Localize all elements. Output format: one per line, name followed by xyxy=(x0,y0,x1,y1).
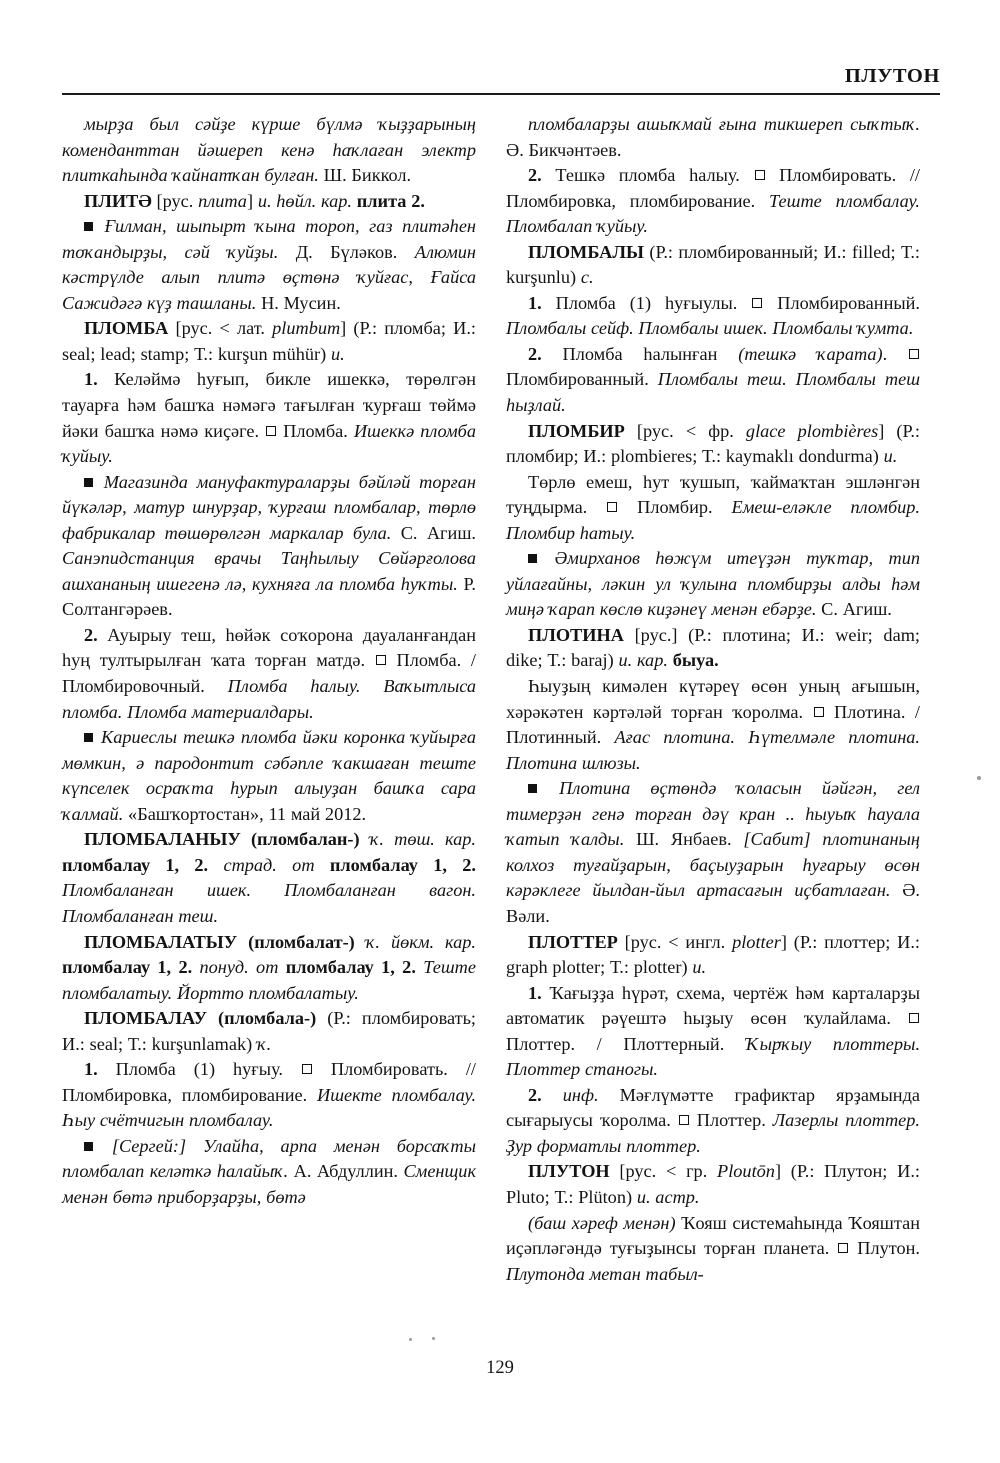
dictionary-paragraph xyxy=(506,163,920,240)
text-run: пломбалау 1, 2. xyxy=(329,854,476,875)
text-run: 2. xyxy=(528,343,542,364)
dictionary-paragraph xyxy=(506,930,920,981)
text-run: пломбалау 1, 2. xyxy=(62,957,193,978)
text-run: Теште пломбалатыу. Йортто пломбалатыу. xyxy=(62,957,476,1003)
right-column xyxy=(506,112,920,1287)
text-run: и. кар. xyxy=(618,650,668,671)
dictionary-paragraph xyxy=(62,316,476,367)
text-run: Сменщик менән бөтә приборҙарҙы, бөтә xyxy=(62,1161,476,1207)
text-run: и. һөйл. кар. xyxy=(257,190,352,211)
text-run: Н. Мусин. xyxy=(256,292,341,313)
text-run: Ш. Янбаев. xyxy=(624,829,744,850)
text-run xyxy=(315,855,330,875)
text-run: ПЛОМБАЛАТЫУ (пломбалат-) xyxy=(84,931,355,952)
text-run: Пломбаланған ишек. Пломбаланған вагон. Пломбаланған теш. xyxy=(62,880,476,926)
text-run: ҡ. xyxy=(256,1033,272,1054)
text-run: 1. xyxy=(84,1059,98,1080)
dictionary-paragraph xyxy=(506,240,920,291)
open-square-marker xyxy=(607,502,617,512)
text-run: Ploutōn xyxy=(717,1161,775,1182)
filled-square-marker xyxy=(84,733,93,742)
text-run: (баш хәреф менән) xyxy=(528,1212,676,1233)
text-run: 2. xyxy=(528,1084,542,1105)
text-run: Ғилман, шыпырт ҡына тороп, газ плитәһен тоҡандырҙы, сәй ҡуйҙы. xyxy=(62,216,476,262)
text-run: А. Абдуллин. xyxy=(288,1161,404,1182)
text-run: ПЛУТОН xyxy=(528,1161,610,1182)
text-run: и. xyxy=(692,957,707,978)
text-run: пломбалау 1, 2. xyxy=(62,854,209,875)
filled-square-marker xyxy=(528,554,537,563)
text-run: Ә. Бикчәнтәев. xyxy=(506,139,622,160)
text-run: 2. xyxy=(528,165,542,186)
text-run: Плотина өҫтөндә ҡоласын йәйгән, гел тимерҙән генә торған дәү кран .. һыуыҡ һауала ҡатып ҡалды. xyxy=(506,778,920,850)
open-square-marker xyxy=(266,426,276,436)
open-square-marker xyxy=(679,1115,689,1125)
dictionary-paragraph xyxy=(506,1083,920,1160)
text-run: и. астр. xyxy=(636,1186,700,1207)
open-square-marker xyxy=(755,170,765,180)
text-run: ПЛОТТЕР xyxy=(528,931,618,952)
text-run: Пломба һалынған xyxy=(541,343,739,364)
dictionary-paragraph xyxy=(506,342,920,419)
text-run: Санэпидстанция врачы Таңһылыу Сөйәрғолова ашхананың ишегенә лә, кухняға ла пломба һуҡты. xyxy=(62,548,476,594)
text-run xyxy=(192,957,199,977)
dictionary-paragraph xyxy=(62,725,476,827)
text-run: Р. Солтангәрәев. xyxy=(62,573,476,620)
text-run: 2. xyxy=(84,624,98,645)
dictionary-paragraph xyxy=(62,1057,476,1134)
dictionary-paragraph xyxy=(62,214,476,316)
filled-square-marker xyxy=(84,478,93,487)
text-run: мырҙа был сәйҙе күрше бүлмә ҡыҙҙарының коменданттан йәшереп кенә һаҡлаған электр плиткаһында ҡайнатҡан булған. xyxy=(62,114,476,186)
text-run: (Р.: пломбированный; И.: filled; Т.: kurşunlu) xyxy=(506,241,920,288)
dictionary-paragraph xyxy=(62,470,476,623)
text-run: [рус. < ингл. xyxy=(617,931,733,952)
text-run: ] (Р.: плоттер; И.: graph plotter; Т.: plotter) xyxy=(506,931,920,978)
text-run: С. Агиш. xyxy=(816,599,892,620)
text-run: с. xyxy=(580,267,594,288)
text-run: Ә. Вәли. xyxy=(506,880,920,926)
filled-square-marker xyxy=(84,222,93,231)
text-run: Әмирханов һөжүм итеүҙән туҡтар, тип уйлағайны, ләкин ул ҡулына пломбирҙы алды һәм миңә ҡарап көслө киҙәнеү менән ебәрҙе. xyxy=(506,548,920,620)
text-run: Ҡырҡыу плоттеры. Плоттер станогы. xyxy=(506,1033,921,1080)
text-run: [рус. < лат. xyxy=(168,318,273,339)
text-run: ] (Р.: пломбир; И.: plombieres; Т.: kaymaklı dondurma) xyxy=(506,420,921,467)
dictionary-paragraph xyxy=(62,367,476,469)
filled-square-marker xyxy=(528,784,537,793)
dictionary-paragraph xyxy=(506,1211,920,1288)
scan-speck xyxy=(977,776,981,780)
text-run: Пломбированный. xyxy=(506,369,658,390)
text-run: [Сабит] плотинаның колхоз туғайҙарын, баҫыуҙарын һуғарыу өсөн кәрәклеге йылдан-йыл артасағын иҫбатлаған. xyxy=(506,829,920,901)
scan-speck xyxy=(409,1338,412,1341)
text-run: Ҡояш системаһында Ҡояштан иҫәпләгәндә туғыҙынсы торған планета. xyxy=(506,1212,920,1259)
text-run: ПЛОМБА xyxy=(84,318,169,339)
text-run: быуа. xyxy=(672,650,719,671)
text-run: . xyxy=(882,343,908,364)
text-run: ҡ. төш. кар. xyxy=(369,829,476,850)
text-run: ПЛОМБАЛЫ xyxy=(528,241,644,262)
text-run: «Башҡортостан», 11 май 2012. xyxy=(123,803,367,824)
text-run: Ҡағыҙҙа һүрәт, схема, чертёж һәм карталарҙы автоматик рәүештә һыҙыу өсөн ҡулайлама. xyxy=(506,982,920,1029)
dictionary-paragraph xyxy=(506,981,920,1083)
dictionary-paragraph xyxy=(62,827,476,929)
text-run: Пломба. xyxy=(277,420,354,441)
text-run xyxy=(542,1085,563,1105)
text-run: Пломбировать. // Пломбировка, пломбирование. xyxy=(62,1059,476,1105)
dictionary-paragraph xyxy=(506,1159,920,1210)
text-run: ] (Р.: Плутон; И.: Pluto; Т.: Plüton) xyxy=(506,1161,920,1207)
text-run: ПЛОМБИР xyxy=(528,420,625,441)
text-run: Ш. Биккол. xyxy=(318,165,412,186)
dictionary-paragraph xyxy=(506,291,920,342)
text-run: Пломбировать. // Пломбировка, пломбирование. xyxy=(506,165,921,211)
text-run: Пломба һалыу. Ваҡытлыса пломба. Пломба материалдары. xyxy=(62,676,476,722)
text-run: Ишекте пломбалау. Һыу счётчигын пломбалау. xyxy=(62,1084,477,1131)
text-run xyxy=(355,932,366,952)
text-run: [рус. xyxy=(151,190,199,211)
text-run: [Сергей:] Улайһа, арпа менән борсаҡты пломбалап келәткә һалайыҡ. xyxy=(62,1135,476,1182)
dictionary-paragraph xyxy=(62,623,476,725)
text-run: Пломбалы сейф. Пломбалы ишек. Пломбалы ҡумта. xyxy=(506,318,914,339)
dictionary-paragraph xyxy=(506,674,920,776)
filled-square-marker xyxy=(84,1142,93,1151)
text-run: plotter xyxy=(732,931,781,952)
left-column xyxy=(62,112,476,1211)
dictionary-paragraph xyxy=(506,623,920,674)
text-run xyxy=(278,957,285,977)
text-run: ] (Р.: пломба; И.: seal; lead; stamp; Т.: kurşun mühür) xyxy=(62,318,476,364)
text-run: Мәғлүмәтте графиктар ярҙамында сығарыусы ҡоролма. xyxy=(506,1084,920,1131)
open-square-marker xyxy=(752,298,762,308)
text-run: ] xyxy=(246,190,258,211)
text-run: Плоттер. / Плоттерный. xyxy=(506,1033,746,1054)
text-run: С. Агиш. xyxy=(391,522,476,543)
text-run: Пломба. / Пломбировочный. xyxy=(62,650,476,697)
text-run: Пломбалы теш. Пломбалы теш һыҙлай. xyxy=(506,369,920,416)
text-run: Пломбированный. xyxy=(763,292,921,313)
dictionary-paragraph xyxy=(62,1134,476,1211)
open-square-marker xyxy=(838,1243,848,1253)
text-run: Һыуҙың кимәлен күтәреү өсөн уның ағышын, хәрәкәтен кәртәләй торған ҡоролма. xyxy=(506,676,920,722)
text-run: (тешкә ҡарата) xyxy=(738,343,883,364)
dictionary-paragraph xyxy=(506,776,920,929)
dictionary-paragraph xyxy=(506,112,920,163)
text-run: Теште пломбалау. Пломбалап ҡуйыу. xyxy=(506,190,921,237)
text-run: Емеш-еләкле пломбир. Пломбир һатыу. xyxy=(506,497,920,543)
dictionary-paragraph xyxy=(62,930,476,1007)
text-run: плита 2. xyxy=(356,190,425,211)
text-run: пломбаларҙы ашыҡмай ғына тикшереп сыҡтыҡ. xyxy=(528,114,920,134)
text-columns xyxy=(62,112,940,1287)
running-head-text: ПЛУТОН xyxy=(844,64,940,87)
text-run: Плоттер. xyxy=(689,1110,773,1131)
text-run: ПЛОМБАЛАНЫУ (пломбалан-) xyxy=(84,829,360,850)
text-run xyxy=(208,855,223,875)
text-run: (Р.: пломбировать; И.: seal; Т.: kurşunlamak) xyxy=(62,1008,477,1054)
text-run: Ауырыу теш, һөйәк соҡорона дауаланғандан һуң тултырылған ҡата торған матдә. xyxy=(62,624,476,671)
text-run: инф. xyxy=(562,1084,599,1105)
text-run: Кариеслы тешкә пломба йәки коронка ҡуйырға мөмкин, ә пародонтит сәбәпле ҡакшаған теште күпселек осраҡта һурып алыуҙан башҡа сара ҡалмай. xyxy=(62,727,476,824)
header-rule xyxy=(62,93,940,95)
text-run: plumbum xyxy=(272,318,341,339)
text-run xyxy=(360,829,370,849)
text-run: 1. xyxy=(528,292,542,313)
text-run: Плотина. / Плотинный. xyxy=(506,701,920,748)
text-run: Келәймә һуғып, бикле ишеккә, төрөлгән тауарға һәм башҡа нәмәгә тағылған ҡурғаш төймә йәки башҡа нәмә киҫәге. xyxy=(62,369,476,441)
open-square-marker xyxy=(302,1064,312,1074)
dictionary-paragraph xyxy=(62,1006,476,1057)
text-run: 1. xyxy=(528,982,542,1003)
text-run: и. xyxy=(883,446,898,467)
text-run: Ағас плотина. Һүтелмәле плотина. Плотина шлюзы. xyxy=(506,727,920,773)
dictionary-paragraph xyxy=(62,189,476,215)
text-run: Ишеккә пломба ҡуйыу. xyxy=(62,420,476,467)
text-run: Пломба (1) һуғыулы. xyxy=(541,292,752,313)
text-run: Магазинда мануфактураларҙы бәйләй торған йүкәләр, матур шнурҙар, ҡурғаш пломбалар, төрлө фабрикалар төшөрөлгән маркалар була. xyxy=(62,471,476,543)
text-run: Лазерлы плоттер. Ҙур форматлы плоттер. xyxy=(506,1110,920,1156)
text-run: Д. Бүләков. xyxy=(278,241,415,262)
running-head xyxy=(62,44,940,86)
text-run: glace plombières xyxy=(745,420,879,441)
text-run: Пломба (1) һуғыу. xyxy=(97,1059,301,1080)
text-run: страд. от xyxy=(223,854,315,875)
dictionary-paragraph xyxy=(506,419,920,470)
text-run: Плутонда метан табыл- xyxy=(506,1263,704,1284)
text-run: Төрлө емеш, һут ҡушып, ҡаймаҡтан эшләнгән туңдырма. xyxy=(506,471,920,518)
text-run: ПЛОТИНА xyxy=(528,624,624,645)
text-run: Тешкә пломба һалыу. xyxy=(541,165,754,186)
scan-speck xyxy=(432,1337,435,1340)
text-run: ПЛОМБАЛАУ (пломбала-) xyxy=(84,1008,317,1029)
page-number: 129 xyxy=(486,1358,514,1378)
dictionary-paragraph xyxy=(506,546,920,623)
text-run: Пломбир. xyxy=(618,497,732,518)
dictionary-paragraph xyxy=(506,470,920,547)
text-run: [рус. < фр. xyxy=(624,420,746,441)
dictionary-paragraph xyxy=(62,112,476,189)
text-run: 1. xyxy=(84,369,98,390)
open-square-marker xyxy=(376,655,386,665)
open-square-marker xyxy=(909,349,919,359)
text-run: Алюмин кәстрүлде алып плитә өҫтөнә ҡуйғас, Ғайса Сажидәгә күҙ ташланы. xyxy=(62,241,476,313)
text-run: [рус. < гр. xyxy=(609,1161,718,1182)
text-run: Плутон. xyxy=(849,1238,920,1259)
open-square-marker xyxy=(909,1013,919,1023)
open-square-marker xyxy=(814,707,824,717)
text-run: плита xyxy=(198,190,247,211)
text-run: пломбалау 1, 2. xyxy=(285,957,416,978)
text-run: [рус.] (Р.: плотина; И.: weir; dam; dike; Т.: baraj) xyxy=(506,624,920,671)
text-run: ПЛИТӘ xyxy=(84,190,152,211)
text-run: понуд. от xyxy=(199,957,279,978)
text-run: и. xyxy=(330,343,345,364)
text-run: ҡ. йөкм. кар. xyxy=(365,931,476,952)
